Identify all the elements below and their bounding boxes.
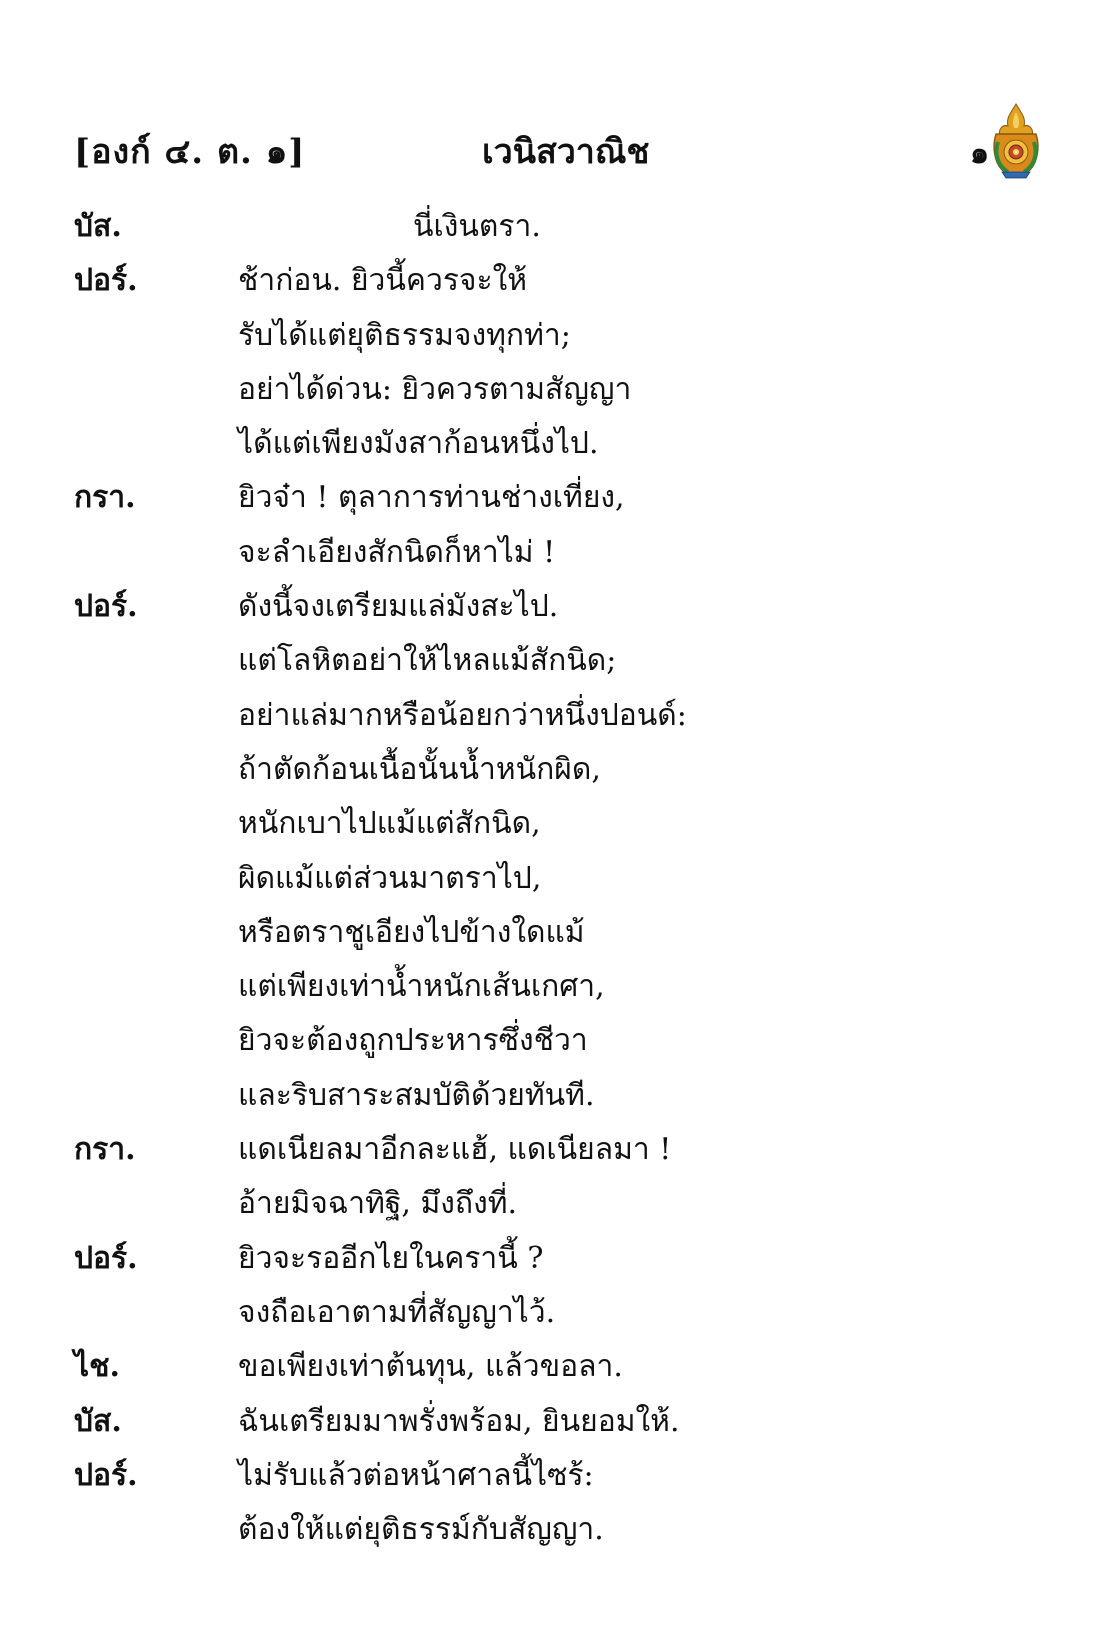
speaker-name: กรา. [74,1132,136,1168]
dialogue-text: จะลำเอียงสักนิดก็หาไม่ ! [238,534,556,570]
dialogue-line [0,363,1100,417]
dialogue-line [0,634,1100,688]
speaker-name: ปอร์. [74,263,138,299]
dialogue-line [0,689,1100,743]
dialogue-line [0,797,1100,851]
speaker-name: บัส. [74,209,122,244]
dialogue-text: ถ้าตัดก้อนเนื้อนั้นน้ำหนักผิด, [238,751,601,787]
dialogue-line [0,580,1100,634]
act-scene-reference: [องก์ ๔. ต. ๑] [74,132,306,172]
dialogue-text: ผิดแม้แต่ส่วนมาตราไป, [238,860,542,896]
dialogue-line [0,200,1100,254]
dialogue-text: และริบสาระสมบัติด้วยทันที. [238,1077,595,1113]
dialogue-line [0,743,1100,797]
dialogue-text: รับได้แต่ยุติธรรมจงทุกท่า; [238,317,571,353]
dialogue-line [0,1503,1100,1557]
dialogue-text: ช้าก่อน. ยิวนี้ควรจะให้ [238,263,528,299]
dialogue-text: ฉันเตรียมมาพรั่งพร้อม, ยินยอมให้. [238,1403,680,1439]
dialogue-text: ยิวจ๋า ! ตุลาการท่านช่างเที่ยง, [238,480,625,516]
dialogue-text: นี่เงินตรา. [413,209,541,244]
dialogue-text: ยิวจะรออีกไยในครานี้ ? [238,1240,544,1276]
dialogue-line [0,1395,1100,1449]
dialogue-line [0,254,1100,308]
dialogue-line [0,417,1100,471]
dialogue-text: แต่โลหิตอย่าให้ไหลแม้สักนิด; [238,643,617,679]
dialogue-text: แต่เพียงเท่าน้ำหนักเส้นเกศา, [238,969,605,1005]
dialogue-line [0,1177,1100,1231]
dialogue-text: อย่าแล่มากหรือน้อยกว่าหนึ่งปอนด์: [238,697,687,733]
book-title: เวนิสวาณิช [482,132,650,172]
dialogue-text: อย่าได้ด่วน: ยิวควรตามสัญญา [238,371,632,407]
dialogue-line [0,960,1100,1014]
page-number: ๑ [970,136,990,171]
dialogue-line [0,1286,1100,1340]
dialogue-line [0,1232,1100,1286]
royal-emblem-icon [988,102,1044,180]
dialogue-line [0,471,1100,525]
dialogue-line [0,1340,1100,1394]
dialogue-line [0,1123,1100,1177]
dialogue-text: แดเนียลมาอีกละแฮ้, แดเนียลมา ! [238,1132,672,1168]
dialogue-text: ยิวจะต้องถูกประหารซึ่งชีวา [238,1023,588,1059]
dialogue-text: อ้ายมิจฉาทิฐิ, มึงถึงที่. [238,1186,518,1222]
dialogue-text: ต้องให้แต่ยุติธรรม์กับสัญญา. [238,1512,604,1548]
dialogue-line [0,1014,1100,1068]
dialogue-line [0,852,1100,906]
dialogue-line [0,526,1100,580]
page-header [0,118,1100,178]
page-corner [970,118,1060,188]
speaker-name: ปอร์. [74,1457,138,1493]
play-dialogue [0,200,1100,1557]
speaker-name: ไช. [74,1349,120,1385]
speaker-name: กรา. [74,480,136,516]
dialogue-text: ไม่รับแล้วต่อหน้าศาลนี้ไซร้: [238,1457,594,1493]
dialogue-text: หนักเบาไปแม้แต่สักนิด, [238,806,541,842]
dialogue-text: ขอเพียงเท่าต้นทุน, แล้วขอลา. [238,1349,623,1385]
dialogue-text: ได้แต่เพียงมังสาก้อนหนึ่งไป. [238,426,599,462]
speaker-name: ปอร์. [74,1240,138,1276]
dialogue-line [0,1449,1100,1503]
dialogue-text: ดังนี้จงเตรียมแล่มังสะไป. [238,589,559,625]
speaker-name: ปอร์. [74,589,138,625]
dialogue-text: จงถือเอาตามที่สัญญาไว้. [238,1294,556,1330]
dialogue-line [0,1069,1100,1123]
dialogue-line [0,309,1100,363]
dialogue-line [0,906,1100,960]
speaker-name: บัส. [74,1403,122,1439]
dialogue-text: หรือตราชูเอียงไปข้างใดแม้ [238,914,585,950]
